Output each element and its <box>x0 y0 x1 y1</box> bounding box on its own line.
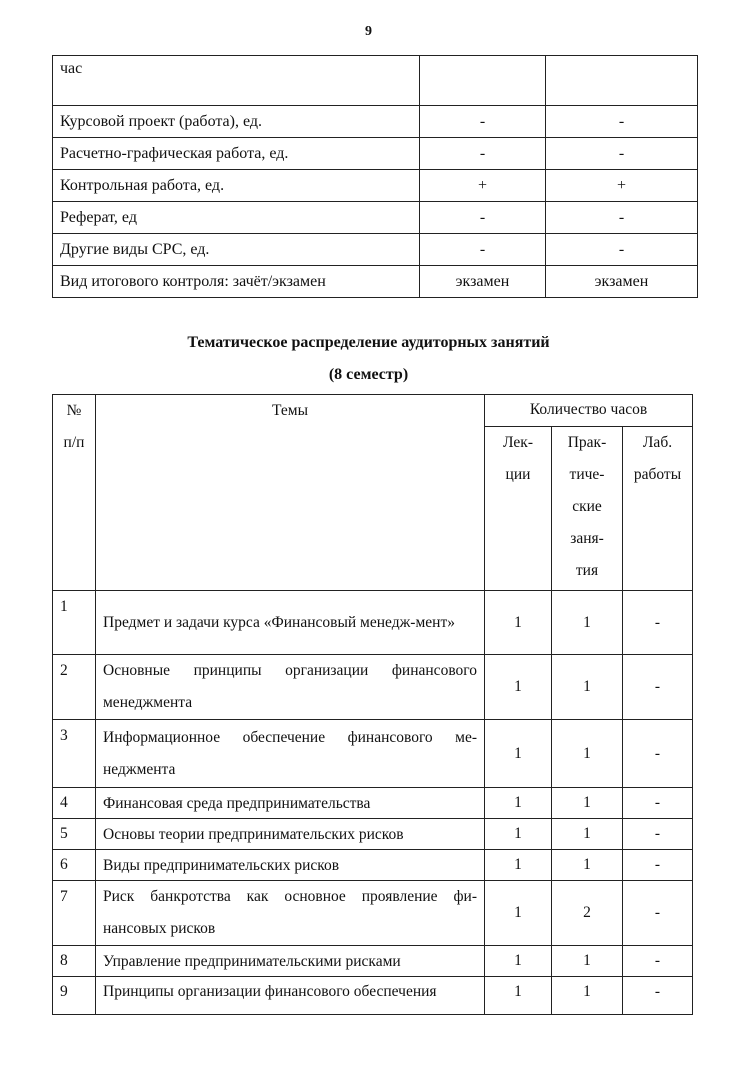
row-practice: 1 <box>552 977 623 1015</box>
table-row <box>53 946 693 977</box>
row-topic: Финансовая среда предпринимательства <box>96 788 485 819</box>
table-row <box>53 138 698 170</box>
row-number: 8 <box>53 946 96 977</box>
row-practice: 1 <box>552 591 623 655</box>
header-row <box>53 395 693 427</box>
cell-value: - <box>546 202 698 234</box>
cell-value: + <box>420 170 546 202</box>
cell-value: - <box>546 106 698 138</box>
table-row <box>53 266 698 298</box>
row-number: 7 <box>53 881 96 946</box>
row-practice: 1 <box>552 655 623 720</box>
row-label: Курсовой проект (работа), ед. <box>53 106 420 138</box>
cell-value: - <box>420 106 546 138</box>
table-row <box>53 977 693 1015</box>
row-label: Расчетно-графическая работа, ед. <box>53 138 420 170</box>
row-topic: Предмет и задачи курса «Финансовый менедж-мент» <box>96 591 485 655</box>
header-number <box>53 395 96 591</box>
header-lectures <box>485 427 552 591</box>
row-label: Контрольная работа, ед. <box>53 170 420 202</box>
topics-table <box>52 394 693 1015</box>
row-practice: 1 <box>552 946 623 977</box>
cell-value: - <box>546 234 698 266</box>
table-row <box>53 881 693 946</box>
row-labs: - <box>623 850 693 881</box>
row-topic: Виды предпринимательских рисков <box>96 850 485 881</box>
row-number: 2 <box>53 655 96 720</box>
row-topic: Информационное обеспечение финансового ме-неджмента <box>96 720 485 788</box>
cell-value: - <box>420 202 546 234</box>
row-topic: Основные принципы организации финансового менеджмента <box>96 655 485 720</box>
cell-value: экзамен <box>420 266 546 298</box>
row-lectures: 1 <box>485 655 552 720</box>
row-labs: - <box>623 788 693 819</box>
workload-table <box>52 55 698 298</box>
section-title: Тематическое распределение аудиторных занятий <box>187 334 550 351</box>
row-number: 3 <box>53 720 96 788</box>
cell-value: экзамен <box>546 266 698 298</box>
row-lectures: 1 <box>485 881 552 946</box>
table-row <box>53 56 698 106</box>
cell-value <box>420 56 546 106</box>
header-labs-line1: Лаб. <box>642 434 673 451</box>
cell-value: - <box>546 138 698 170</box>
row-labs: - <box>623 881 693 946</box>
row-labs: - <box>623 977 693 1015</box>
row-labs: - <box>623 591 693 655</box>
row-practice: 1 <box>552 819 623 850</box>
row-label: час <box>53 56 420 106</box>
row-label: Вид итогового контроля: зачёт/экзамен <box>53 266 420 298</box>
header-lectures-line1: Лек- <box>503 434 533 451</box>
row-topic: Риск банкротства как основное проявление фи-нансовых рисков <box>96 881 485 946</box>
table-row <box>53 591 693 655</box>
row-topic: Основы теории предпринимательских рисков <box>96 819 485 850</box>
header-practice-line2: тиче- <box>569 466 605 483</box>
row-lectures: 1 <box>485 819 552 850</box>
row-lectures: 1 <box>485 977 552 1015</box>
table-row <box>53 819 693 850</box>
row-topic: Управление предпринимательскими рисками <box>96 946 485 977</box>
cell-value: - <box>420 138 546 170</box>
row-number: 6 <box>53 850 96 881</box>
header-practice-line1: Прак- <box>567 434 607 451</box>
row-practice: 1 <box>552 720 623 788</box>
cell-value: + <box>546 170 698 202</box>
table-row <box>53 655 693 720</box>
table-row <box>53 170 698 202</box>
header-labs <box>623 427 693 591</box>
cell-value <box>546 56 698 106</box>
header-practice-line5: тия <box>575 562 599 579</box>
row-labs: - <box>623 819 693 850</box>
row-number: 1 <box>53 591 96 655</box>
table-row <box>53 106 698 138</box>
row-practice: 2 <box>552 881 623 946</box>
header-labs-line2: работы <box>633 466 682 483</box>
row-labs: - <box>623 720 693 788</box>
row-topic: Принципы организации финансового обеспечения <box>96 977 485 1015</box>
header-practice-line3: ские <box>572 498 602 515</box>
page-number: 9 <box>365 24 372 39</box>
row-number: 4 <box>53 788 96 819</box>
row-lectures: 1 <box>485 850 552 881</box>
cell-value: - <box>420 234 546 266</box>
row-lectures: 1 <box>485 720 552 788</box>
row-labs: - <box>623 946 693 977</box>
row-labs: - <box>623 655 693 720</box>
table-row <box>53 202 698 234</box>
header-practice <box>552 427 623 591</box>
header-lectures-line2: ции <box>505 466 531 483</box>
table-row <box>53 720 693 788</box>
row-label: Другие виды СРС, ед. <box>53 234 420 266</box>
header-number-line1: № <box>66 402 82 419</box>
table-row <box>53 234 698 266</box>
table-row <box>53 850 693 881</box>
header-number-line2: п/п <box>63 434 85 451</box>
row-practice: 1 <box>552 850 623 881</box>
row-lectures: 1 <box>485 788 552 819</box>
row-practice: 1 <box>552 788 623 819</box>
row-number: 9 <box>53 977 96 1015</box>
row-number: 5 <box>53 819 96 850</box>
header-hours: Количество часов <box>485 395 693 427</box>
section-subtitle: (8 семестр) <box>328 366 409 383</box>
table-row <box>53 788 693 819</box>
header-topics: Темы <box>96 395 485 591</box>
header-practice-line4: заня- <box>570 530 604 547</box>
row-lectures: 1 <box>485 946 552 977</box>
row-lectures: 1 <box>485 591 552 655</box>
row-label: Реферат, ед <box>53 202 420 234</box>
